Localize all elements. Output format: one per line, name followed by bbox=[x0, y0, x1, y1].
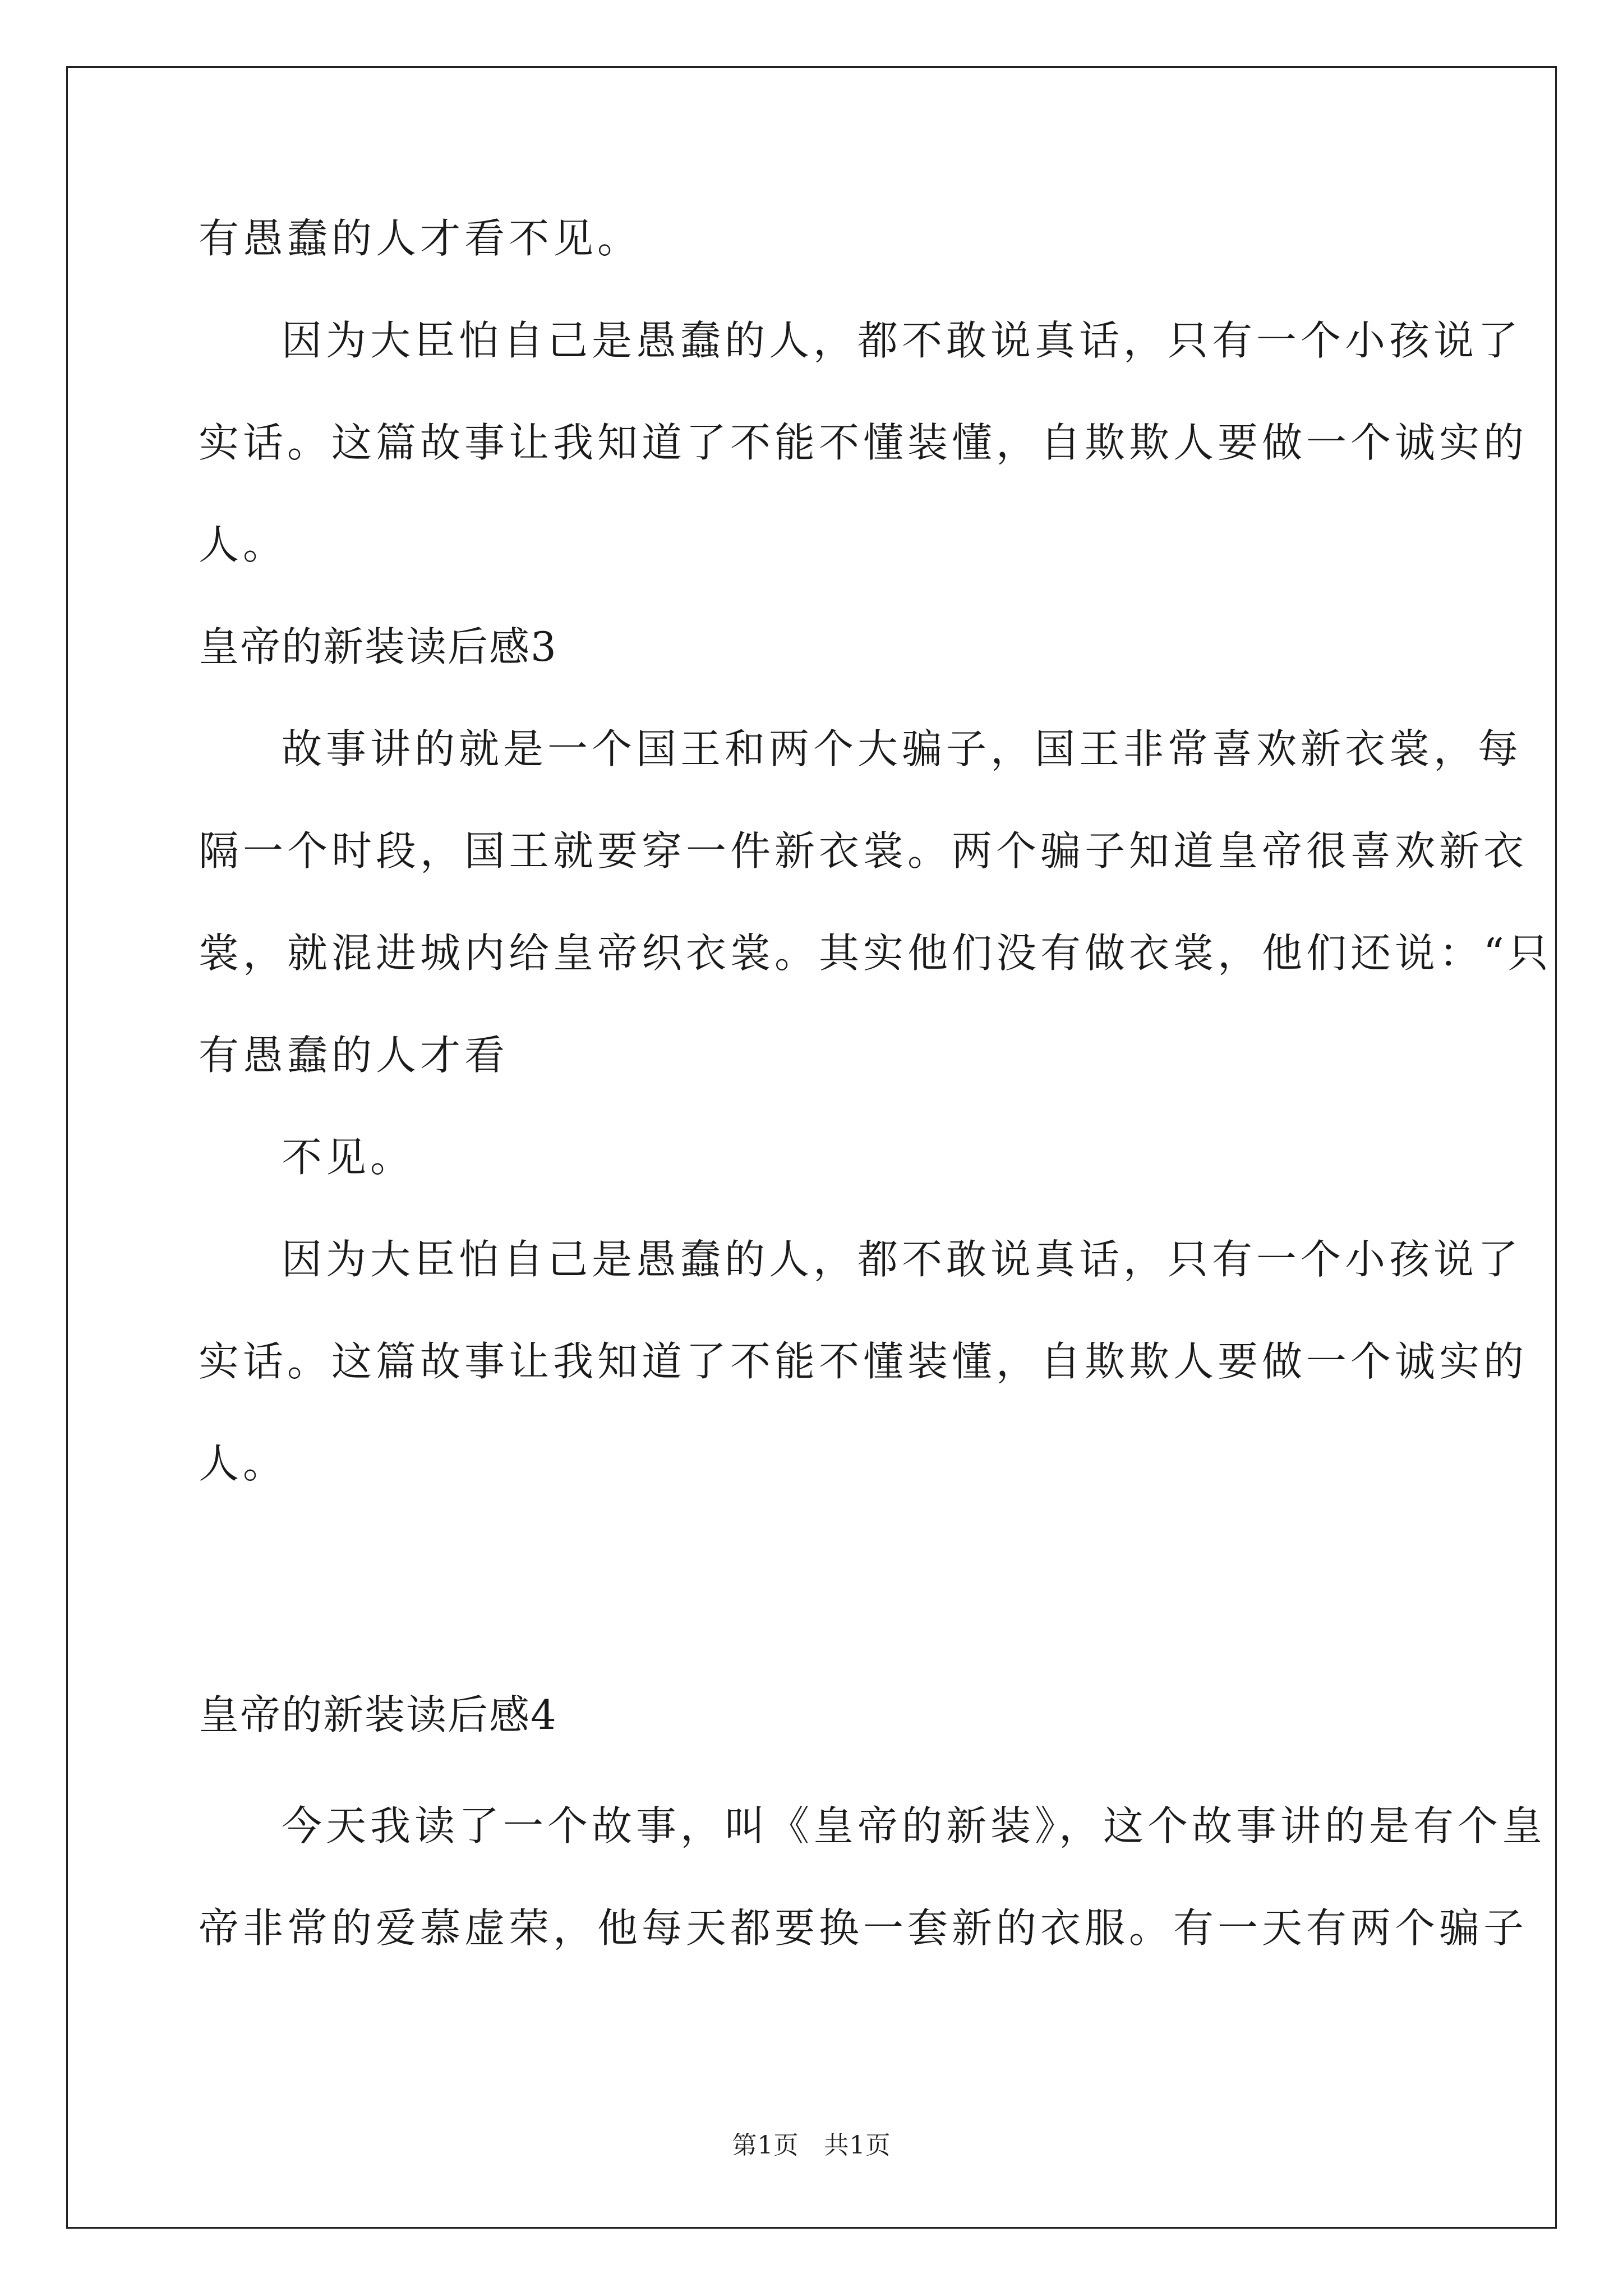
paragraph-line: 今天我读了一个故事，叫《皇帝的新装》，这个故事讲的是有个皇 bbox=[282, 1802, 1547, 1849]
page-number: 第1页 共1页 bbox=[732, 2131, 891, 2160]
paragraph-line: 裳，就混进城内给皇帝织衣裳。其实他们没有做衣裳，他们还说：“只 bbox=[199, 930, 1552, 977]
paragraph-line: 不见。 bbox=[282, 1134, 415, 1181]
paragraph-line: 因为大臣怕自己是愚蠢的人，都不敢说真话，只有一个小孩说了 bbox=[282, 1236, 1523, 1283]
section-heading: 皇帝的新装读后感3 bbox=[199, 623, 557, 670]
paragraph-line: 故事讲的就是一个国王和两个大骗子，国王非常喜欢新衣裳，每 bbox=[282, 725, 1523, 772]
paragraph-line: 人。 bbox=[199, 1440, 288, 1487]
paragraph-line: 帝非常的爱慕虚荣，他每天都要换一套新的衣服。有一天有两个骗子 bbox=[199, 1904, 1528, 1952]
paragraph-line: 有愚蠢的人才看 bbox=[199, 1032, 509, 1079]
paragraph-line: 实话。这篇故事让我知道了不能不懂装懂，自欺欺人要做一个诚实的 bbox=[199, 1338, 1528, 1385]
paragraph-line: 人。 bbox=[199, 521, 288, 568]
paragraph-line: 有愚蠢的人才看不见。 bbox=[199, 215, 642, 262]
section-heading: 皇帝的新装读后感4 bbox=[199, 1691, 557, 1738]
paragraph-line: 因为大臣怕自己是愚蠢的人，都不敢说真话，只有一个小孩说了 bbox=[282, 317, 1523, 364]
paragraph-line: 实话。这篇故事让我知道了不能不懂装懂，自欺欺人要做一个诚实的 bbox=[199, 419, 1528, 466]
paragraph-line: 隔一个时段，国王就要穿一件新衣裳。两个骗子知道皇帝很喜欢新衣 bbox=[199, 827, 1528, 875]
